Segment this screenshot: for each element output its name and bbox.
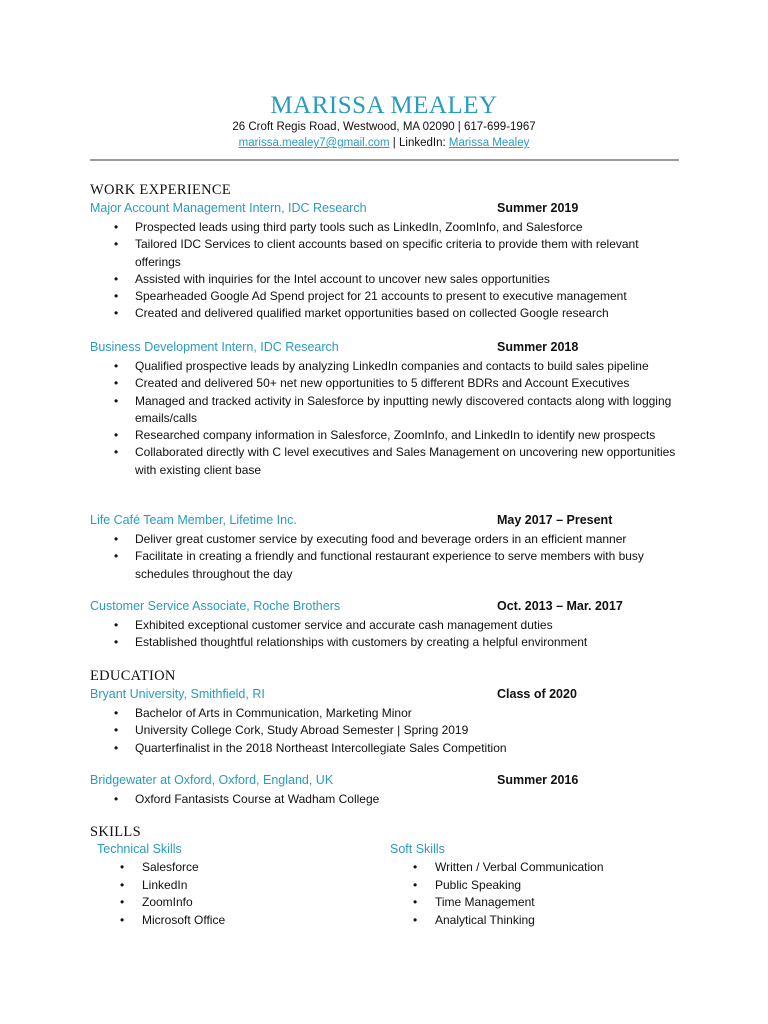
school-date: Class of 2020: [497, 687, 577, 701]
bullet-item: • Collaborated directly with C level executives and Sales Management on uncovering new opportunities with existing client base: [90, 444, 680, 479]
job-entry: [90, 201, 680, 323]
bullet-item: • Created and delivered qualified market opportunities based on collected Google research: [90, 305, 680, 322]
skill-item: • Public Speaking: [410, 877, 604, 895]
bullet-item: • Prospected leads using third party tools such as LinkedIn, ZoomInfo, and Salesforce: [90, 219, 680, 236]
linkedin-label: | LinkedIn:: [389, 137, 449, 149]
bullet-item: • Oxford Fantasists Course at Wadham College: [90, 791, 680, 808]
skill-item: • Salesforce: [117, 859, 225, 877]
job-title: Life Café Team Member, Lifetime Inc.: [90, 513, 297, 527]
job-title: Business Development Intern, IDC Research: [90, 340, 339, 354]
skill-item: • Written / Verbal Communication: [410, 859, 604, 877]
bullet-item: • Assisted with inquiries for the Intel account to uncover new sales opportunities: [90, 271, 680, 288]
technical-skills-list: [117, 859, 225, 930]
header-divider: [90, 159, 679, 161]
bullet-item: • Established thoughtful relationships with customers by creating a helpful environment: [90, 634, 680, 651]
education-entry: [90, 773, 680, 808]
job-title: Customer Service Associate, Roche Brothers: [90, 599, 341, 613]
bullet-item: • University College Cork, Study Abroad Semester | Spring 2019: [90, 722, 680, 739]
bullet-item: • Tailored IDC Services to client accounts based on specific criteria to provide them with relevant offerings: [90, 236, 680, 271]
bullet-item: • Managed and tracked activity in Salesforce by inputting newly discovered contacts along with logging emails/calls: [90, 393, 680, 428]
job-bullets: [90, 531, 680, 583]
job-bullets: [90, 358, 680, 479]
bullet-item: • Bachelor of Arts in Communication, Marketing Minor: [90, 705, 680, 722]
job-title: Major Account Management Intern, IDC Research: [90, 201, 367, 215]
bullet-item: • Spearheaded Google Ad Spend project for 21 accounts to present to executive management: [90, 288, 680, 305]
bullet-item: • Created and delivered 50+ net new opportunities to 5 different BDRs and Account Executives: [90, 375, 680, 392]
school-bullets: [90, 705, 680, 757]
job-entry: [90, 599, 680, 652]
skills-heading: SKILLS: [90, 824, 141, 840]
school-bullets: [90, 791, 680, 808]
resume-name: MARISSA MEALEY: [270, 92, 498, 119]
soft-skills-heading: Soft Skills: [390, 842, 445, 856]
linkedin-link[interactable]: Marissa Mealey: [448, 137, 530, 149]
bullet-item: • Quarterfinalist in the 2018 Northeast Intercollegiate Sales Competition: [90, 740, 680, 757]
skill-item: • LinkedIn: [117, 877, 225, 895]
bullet-item: • Qualified prospective leads by analyzing LinkedIn companies and contacts to build sales pipeline: [90, 358, 680, 375]
job-entry: [90, 340, 680, 479]
bullet-item: • Facilitate in creating a friendly and functional restaurant experience to serve members with busy schedules throughout the day: [90, 548, 680, 583]
skill-item: • ZoomInfo: [117, 894, 225, 912]
bullet-item: • Deliver great customer service by executing food and beverage orders in an efficient manner: [90, 531, 680, 548]
school-title: Bridgewater at Oxford, Oxford, England, UK: [90, 773, 334, 787]
technical-skills-heading: Technical Skills: [97, 842, 182, 856]
job-date: Summer 2019: [497, 201, 579, 215]
education-entry: [90, 687, 680, 757]
contact-address-line: 26 Croft Regis Road, Westwood, MA 02090 | 617-699-1967: [232, 121, 536, 133]
job-date: Oct. 2013 – Mar. 2017: [497, 599, 623, 613]
bullet-item: • Researched company information in Salesforce, ZoomInfo, and LinkedIn to identify new prospects: [90, 427, 680, 444]
job-bullets: [90, 617, 680, 652]
job-entry: [90, 513, 680, 583]
soft-skills-list: [410, 859, 604, 930]
job-date: Summer 2018: [497, 340, 579, 354]
work-experience-heading: WORK EXPERIENCE: [90, 182, 232, 198]
skill-item: • Time Management: [410, 894, 604, 912]
education-heading: EDUCATION: [90, 668, 176, 684]
school-date: Summer 2016: [497, 773, 579, 787]
email-link[interactable]: marissa.mealey7@gmail.com: [238, 137, 390, 149]
contact-links-line: [0, 136, 768, 150]
job-bullets: [90, 219, 680, 323]
skill-item: • Analytical Thinking: [410, 912, 604, 930]
school-title: Bryant University, Smithfield, RI: [90, 687, 265, 701]
bullet-item: • Exhibited exceptional customer service and accurate cash management duties: [90, 617, 680, 634]
job-date: May 2017 – Present: [497, 513, 613, 527]
skill-item: • Microsoft Office: [117, 912, 225, 930]
